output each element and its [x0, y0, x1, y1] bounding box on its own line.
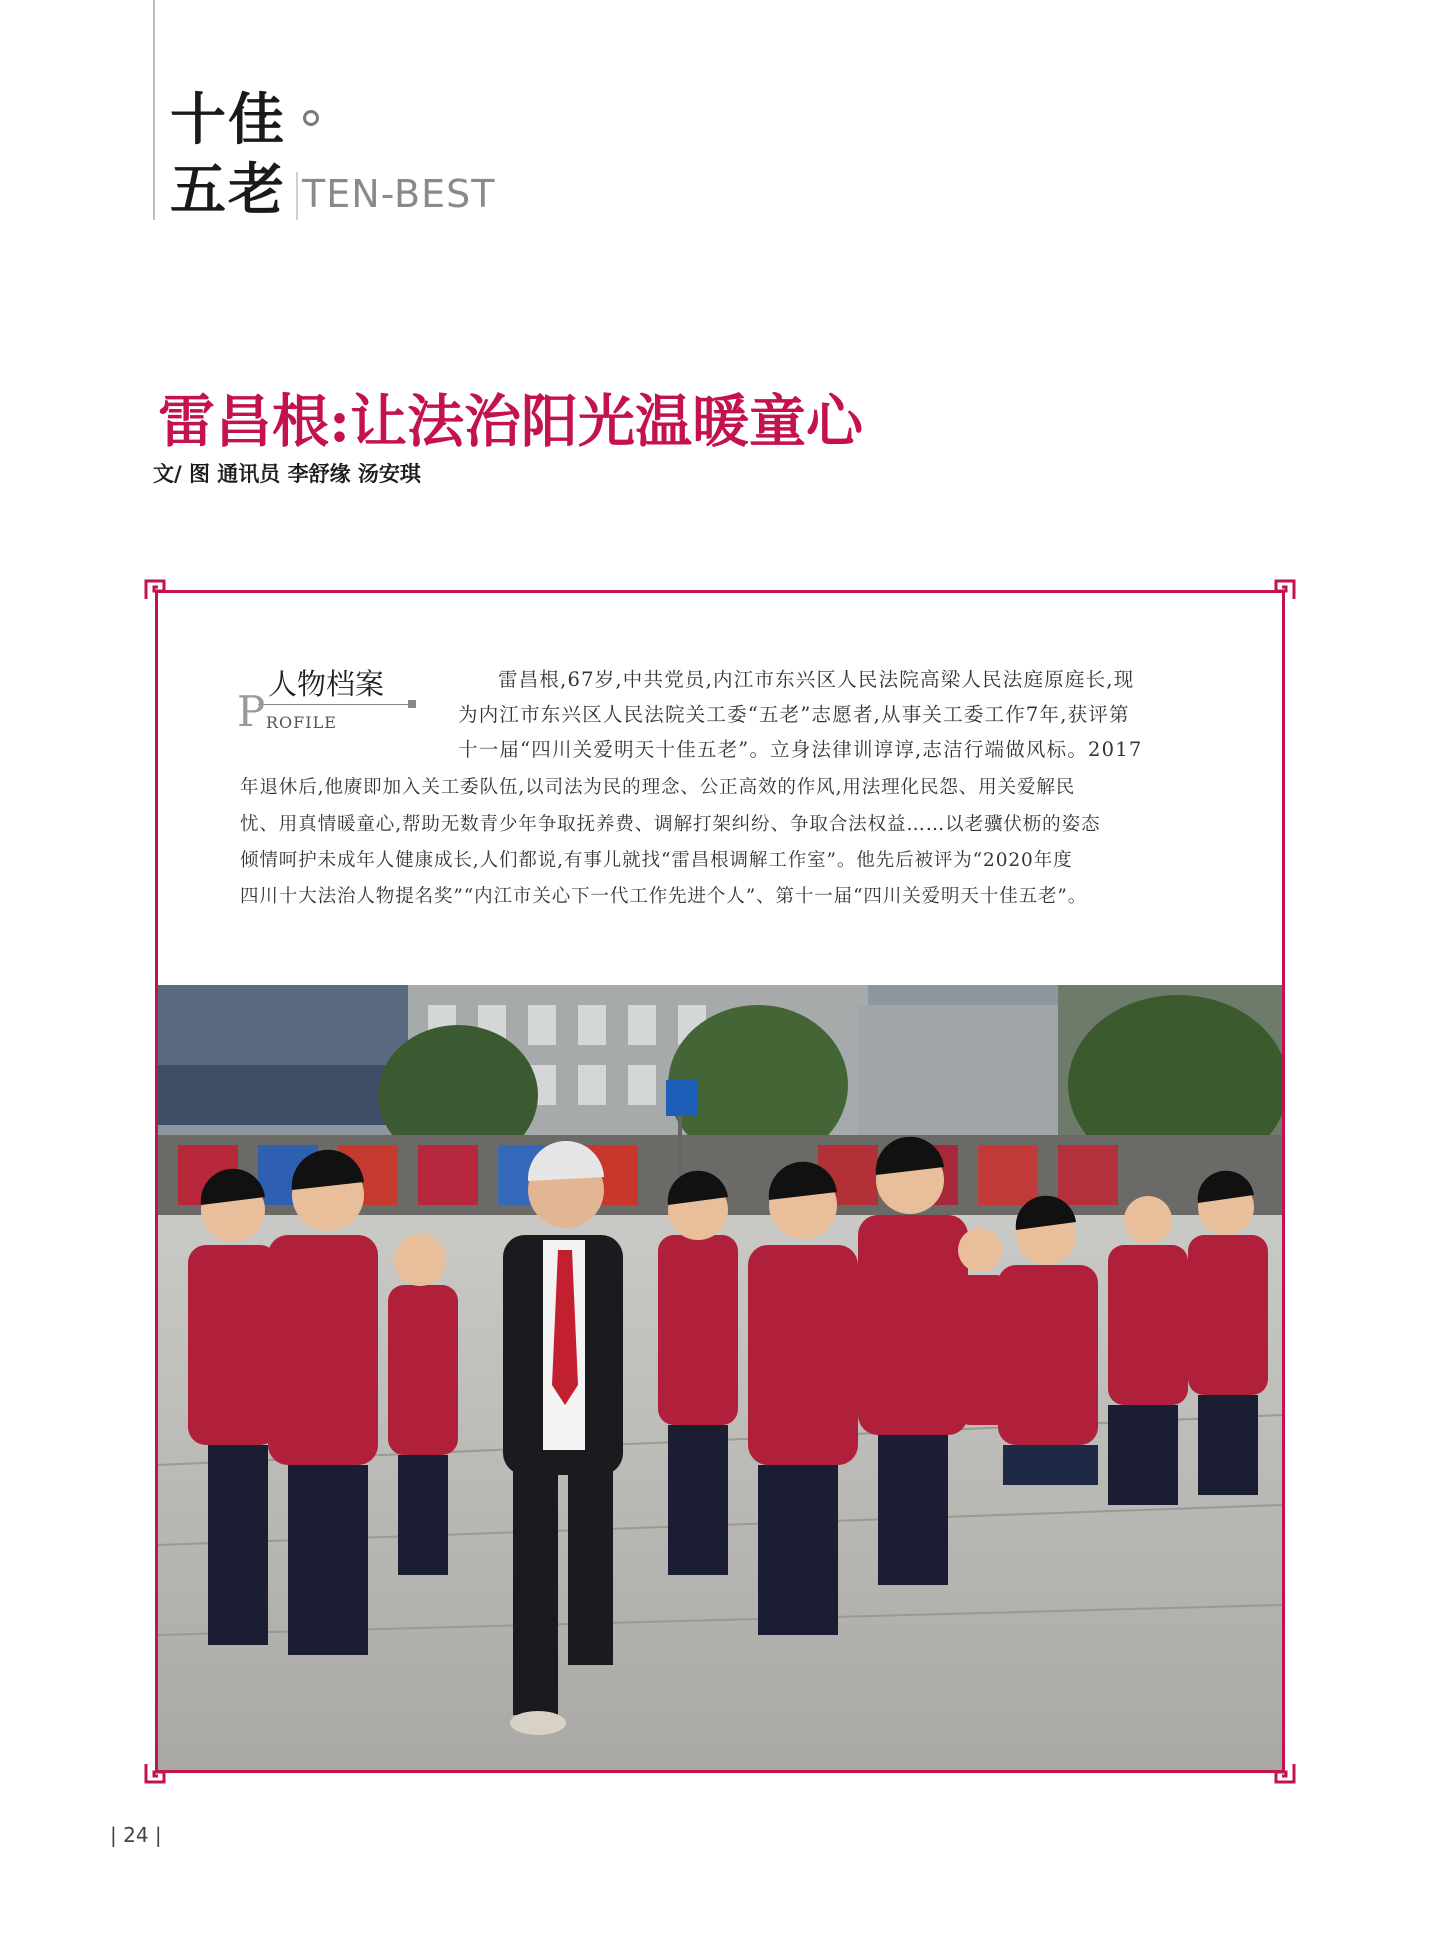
bio-line-7: 四川十大法治人物提名奖”“内江市关心下一代工作先进个人”、第十一届“四川关爱明天十佳五老”。: [240, 886, 1088, 907]
bio-line-1: 雷昌根,67岁,中共党员,内江市东兴区人民法院高梁人民法庭原庭长,现: [498, 668, 1135, 691]
bio-line-4: 年退休后,他赓即加入关工委队伍,以司法为民的理念、公正高效的作风,用法理化民怨、用关爱解民: [240, 777, 1076, 798]
profile-underline-marker: [408, 700, 416, 708]
header-ring-icon: [303, 110, 319, 126]
page-number-value: 24: [123, 1823, 149, 1847]
section-title-cn-line2: 五老: [170, 157, 286, 223]
header-vertical-rule: [153, 0, 155, 220]
article-title: 雷昌根:让法治阳光温暖童心: [158, 388, 864, 455]
article-byline: 文/ 图 通讯员 李舒缘 汤安琪: [153, 462, 421, 486]
profile-underline: [258, 704, 410, 705]
bio-line-3: 十一届“四川关爱明天十佳五老”。立身法律训谆谆,志洁行端做风标。2017: [458, 738, 1143, 761]
header-horizontal-rule: [296, 172, 298, 220]
frame-corner-ornament-tr: [1273, 578, 1297, 602]
bio-line-6: 倾情呵护未成年人健康成长,人们都说,有事儿就找“雷昌根调解工作室”。他先后被评为“2020年度: [240, 850, 1073, 871]
article-photo: [158, 985, 1282, 1770]
photo-scene: [158, 985, 1282, 1770]
bio-line-5: 忧、用真情暖童心,帮助无数青少年争取抚养费、调解打架纠纷、争取合法权益……以老骥伏枥的姿态: [240, 814, 1101, 835]
bio-line-2: 为内江市东兴区人民法院关工委“五老”志愿者,从事关工委工作7年,获评第: [458, 703, 1130, 726]
profile-label-cn: 人物档案: [268, 667, 385, 701]
section-title-en: TEN-BEST: [302, 172, 496, 216]
section-title-cn-line1: 十佳: [170, 87, 286, 153]
frame-corner-ornament-tl: [143, 578, 167, 602]
page-number: | 24 |: [110, 1823, 162, 1847]
profile-label-en: ROFILE: [266, 713, 337, 732]
profile-label-initial: P: [237, 687, 266, 736]
